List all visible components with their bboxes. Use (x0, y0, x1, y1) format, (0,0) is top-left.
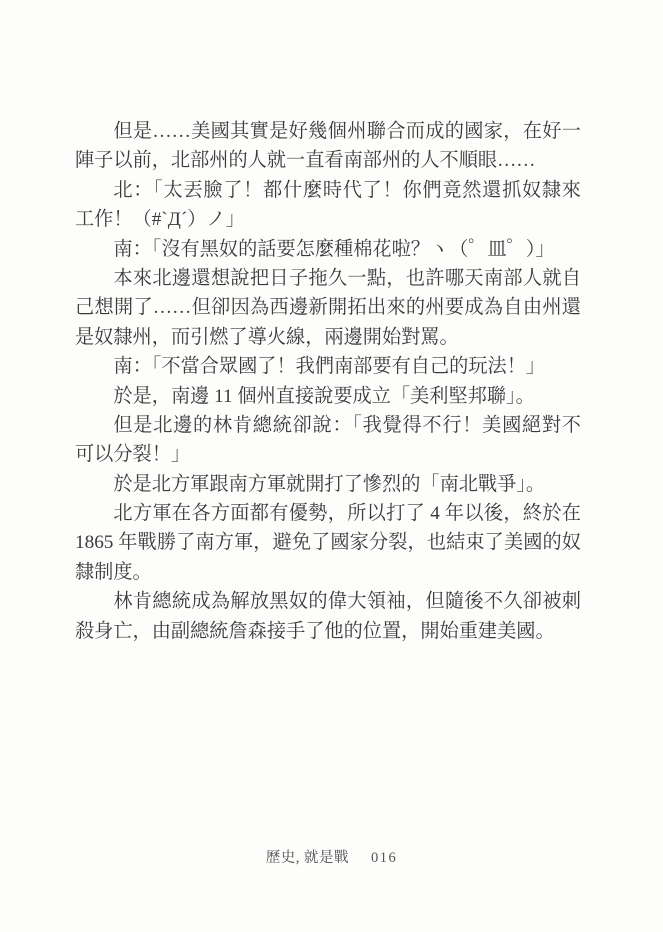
text-line: 是奴隸州，而引燃了導火線，兩邊開始對罵。 (75, 326, 459, 348)
footer-book-title: 歷史, 就是戰 (265, 850, 349, 866)
text-line: 己想開了……但卻因為西邊新開拓出來的州要成為自由州還 (75, 297, 581, 319)
body-text (75, 117, 581, 646)
text-line: 本來北邊還想說把日子拖久一點，也許哪天南部人就自 (113, 267, 581, 289)
text-line: 林肯總統成為解放黑奴的偉大領袖，但隨後不久卻被刺 (113, 591, 581, 613)
text-line: 殺身亡，由副總統詹森接手了他的位置，開始重建美國。 (75, 620, 555, 642)
text-line: 但是……美國其實是好幾個州聯合而成的國家，在好一 (113, 121, 581, 142)
text-line: 可以分裂！」 (75, 444, 191, 466)
text-line: 但是北邊的林肯總統卻說：「我覺得不行！美國絕對不 (113, 414, 581, 436)
page-footer (0, 849, 663, 867)
text-line: 陣子以前，北部州的人就一直看南部州的人不順眼…… (75, 150, 536, 172)
footer-page-number: 016 (371, 850, 398, 866)
text-line: 隸制度。 (75, 561, 152, 583)
text-line: 工作！（#`Д´）ノ」 (75, 209, 245, 231)
text-line: 南：「沒有黑奴的話要怎麼種棉花啦？ヽ（゜皿゜）」 (113, 238, 555, 260)
text-line: 北：「太丟臉了！都什麼時代了！你們竟然還抓奴隸來 (113, 179, 581, 201)
text-line: 於是北方軍跟南方軍就開打了慘烈的「南北戰爭」。 (113, 473, 546, 495)
text-line: 北方軍在各方面都有優勢，所以打了 4 年以後，終於在 (113, 503, 581, 525)
text-line: 南：「不當合眾國了！我們南部要有自己的玩法！」 (113, 356, 546, 378)
text-line: 於是，南邊 11 個州直接說要成立「美利堅邦聯」。 (113, 385, 535, 407)
text-line: 1865 年戰勝了南方軍，避免了國家分裂，也結束了美國的奴 (75, 532, 581, 554)
